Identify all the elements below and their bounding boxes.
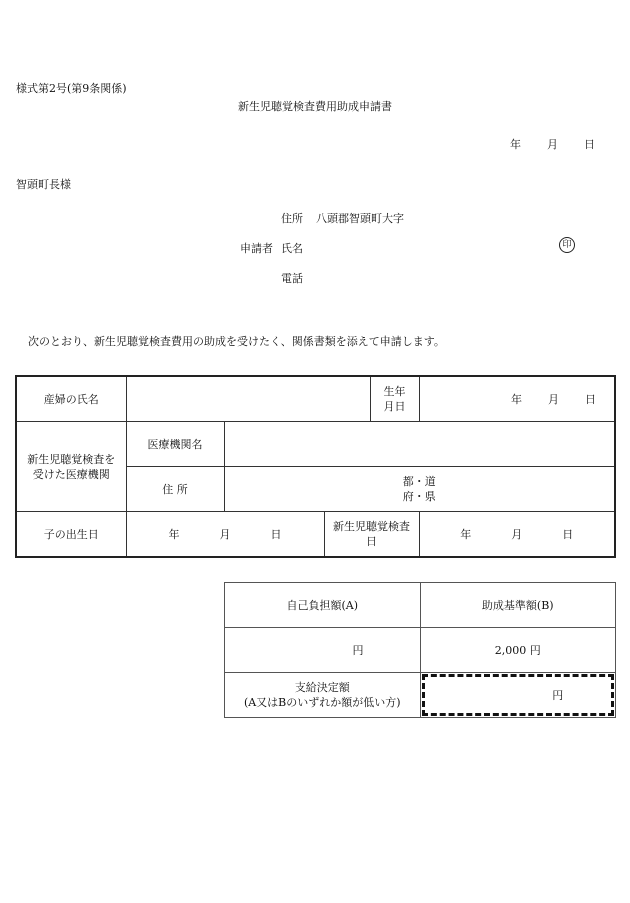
day-unit: 日: [584, 138, 595, 151]
institution-address-field[interactable]: 都・道 府・県: [224, 467, 615, 512]
name-label: 氏名: [281, 242, 303, 255]
address-field[interactable]: 八頭郡智頭町大字: [316, 212, 404, 225]
intro-text: 次のとおり、新生児聴覚検査費用の助成を受けたく、関係書類を添えて申請します。: [28, 335, 445, 348]
application-table: [15, 375, 616, 558]
institution-name-label: 医療機関名: [126, 422, 224, 467]
institution-address-label: 住 所: [126, 467, 224, 512]
address-label: 住所: [281, 212, 303, 225]
self-pay-label: 自己負担額(A): [225, 583, 421, 628]
exam-date-field[interactable]: 年 月 日: [419, 512, 615, 558]
submission-date[interactable]: [510, 136, 595, 152]
seal-icon: 印: [559, 237, 575, 253]
phone-label: 電話: [281, 272, 303, 285]
mother-birthdate-field[interactable]: 年 月 日: [419, 376, 615, 422]
child-birthdate-label: 子の出生日: [16, 512, 126, 558]
mother-name-label: 産婦の氏名: [16, 376, 126, 422]
institution-label: 新生児聴覚検査を 受けた医療機関: [16, 422, 126, 512]
decision-amount-field[interactable]: 円: [420, 673, 616, 718]
month-unit: 月: [547, 138, 558, 151]
applicant-label: 申請者: [240, 242, 273, 255]
dashed-border: [422, 674, 615, 716]
decision-amount-label: 支給決定額 (A又はBのいずれか額が低い方): [225, 673, 421, 718]
form-number: 様式第2号(第9条関係): [16, 82, 127, 95]
standard-amount-label: 助成基準額(B): [420, 583, 616, 628]
fee-table: [224, 582, 616, 718]
document-title: 新生児聴覚検査費用助成申請書: [238, 100, 392, 113]
year-unit: 年: [510, 138, 521, 151]
institution-name-field[interactable]: [224, 422, 615, 467]
addressee: 智頭町長様: [16, 178, 71, 191]
standard-amount-value: 2,000 円: [420, 628, 616, 673]
child-birthdate-field[interactable]: 年 月 日: [126, 512, 324, 558]
self-pay-field[interactable]: 円: [225, 628, 421, 673]
exam-date-label: 新生児聴覚検査 日: [324, 512, 419, 558]
birthdate-label: 生年 月日: [370, 376, 419, 422]
mother-name-field[interactable]: [126, 376, 370, 422]
